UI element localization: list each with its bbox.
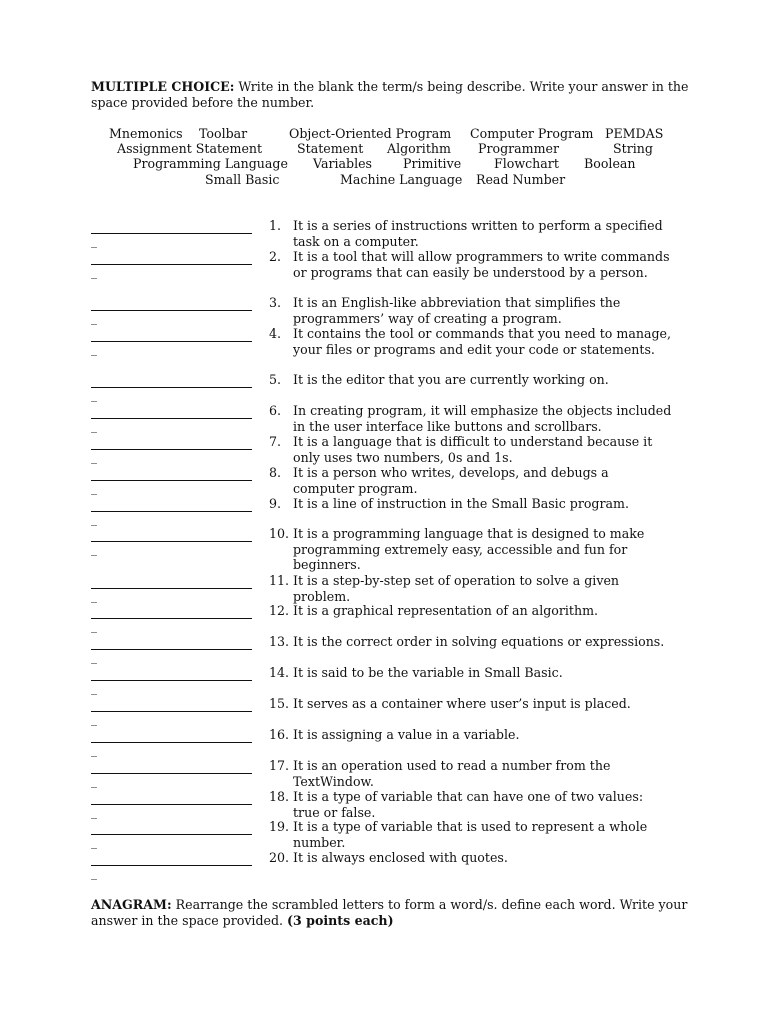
- anagram-instructions: [91, 897, 691, 928]
- question-text: It is a graphical representation of an algorithm.: [293, 603, 599, 618]
- question-text: It is a step-by-step set of operation to solve a given problem.: [293, 573, 620, 604]
- underscore-mark: _: [91, 619, 97, 633]
- term-item: Assignment Statement: [117, 141, 263, 156]
- underscore-mark: _: [91, 805, 97, 819]
- term-item: Variables: [313, 156, 373, 171]
- answer-blank[interactable]: [91, 526, 252, 542]
- underscore-mark: _: [91, 311, 97, 325]
- answer-blank[interactable]: [91, 249, 252, 265]
- multiple-choice-instructions: [91, 79, 691, 110]
- question-text: It is a line of instruction in the Small Basic program.: [293, 496, 629, 511]
- question-number: 9.: [269, 496, 282, 511]
- underscore-mark: _: [91, 388, 97, 402]
- term-item: Toolbar: [199, 126, 248, 141]
- answer-blank[interactable]: [91, 218, 252, 234]
- question-number: 6.: [269, 403, 282, 418]
- term-item: Programmer: [478, 141, 560, 156]
- question-text: It is the correct order in solving equations or expressions.: [293, 634, 665, 649]
- term-item: Flowchart: [494, 156, 559, 171]
- question-text: In creating program, it will emphasize the objects included in the user interface like buttons and scrollbars.: [293, 403, 672, 434]
- underscore-mark: _: [91, 234, 97, 248]
- question-number: 16.: [269, 727, 290, 742]
- question-number: 8.: [269, 465, 282, 480]
- question-text: It is a language that is difficult to understand because it only uses two numbers, 0s and 1s.: [293, 434, 653, 465]
- underscore-mark: _: [91, 512, 97, 526]
- question-number: 7.: [269, 434, 282, 449]
- question-number: 19.: [269, 819, 290, 834]
- term-item: PEMDAS: [605, 126, 664, 141]
- underscore-mark: _: [91, 650, 97, 664]
- answer-blank[interactable]: [91, 496, 252, 512]
- answer-blank[interactable]: [91, 295, 252, 311]
- answer-blank[interactable]: [91, 403, 252, 419]
- underscore-mark: _: [91, 743, 97, 757]
- question-number: 17.: [269, 758, 290, 773]
- question-text: It is a series of instructions written to perform a specified task on a computer.: [293, 218, 663, 249]
- question-number: 13.: [269, 634, 290, 649]
- answer-blank[interactable]: [91, 665, 252, 681]
- anagram-points: (3 points each): [287, 912, 394, 928]
- question-number: 5.: [269, 372, 282, 387]
- anagram-text: Rearrange the scrambled letters to form a word/s. define each word. Write your answer in the space provided.: [91, 897, 688, 928]
- question-text: It is a programming language that is designed to make programming extremely easy, accessible and fun for beginners.: [293, 526, 645, 572]
- question-text: It is an operation used to read a number from the TextWindow.: [293, 758, 611, 789]
- question-text: It serves as a container where user’s input is placed.: [293, 696, 631, 711]
- underscore-mark: _: [91, 265, 97, 279]
- question-text: It is said to be the variable in Small Basic.: [293, 665, 563, 680]
- answer-blank[interactable]: [91, 789, 252, 805]
- term-item: Primitive: [403, 156, 462, 171]
- underscore-mark: _: [91, 589, 97, 603]
- answer-blank[interactable]: [91, 758, 252, 774]
- term-item: Algorithm: [387, 141, 451, 156]
- question-text: It is a type of variable that can have one of two values: true or false.: [293, 789, 644, 820]
- underscore-mark: _: [91, 681, 97, 695]
- underscore-mark: _: [91, 481, 97, 495]
- term-item: Read Number: [476, 172, 566, 187]
- answer-blank[interactable]: [91, 696, 252, 712]
- term-item: Programming Language: [133, 156, 288, 171]
- question-text: It is the editor that you are currently working on.: [293, 372, 609, 387]
- answer-blank[interactable]: [91, 727, 252, 743]
- question-number: 2.: [269, 249, 282, 264]
- question-number: 11.: [269, 573, 290, 588]
- underscore-mark: _: [91, 866, 97, 880]
- question-text: It is always enclosed with quotes.: [293, 850, 508, 865]
- anagram-heading: ANAGRAM:: [91, 897, 172, 912]
- question-number: 3.: [269, 295, 282, 310]
- answer-blank[interactable]: [91, 434, 252, 450]
- question-text: It contains the tool or commands that you need to manage, your files or programs and edit your code or statements.: [293, 326, 671, 357]
- term-item: Small Basic: [205, 172, 280, 187]
- question-text: It is a tool that will allow programmers to write commands or programs that can easily be understood by a person.: [293, 249, 670, 280]
- question-number: 20.: [269, 850, 290, 865]
- underscore-mark: _: [91, 419, 97, 433]
- term-item: Statement: [297, 141, 364, 156]
- underscore-mark: _: [91, 342, 97, 356]
- question-number: 15.: [269, 696, 290, 711]
- answer-blank[interactable]: [91, 819, 252, 835]
- multiple-choice-text: Write in the blank the term/s being describe. Write your answer in the space provided before the number.: [91, 79, 689, 110]
- question-number: 10.: [269, 526, 290, 541]
- answer-blank[interactable]: [91, 372, 252, 388]
- answer-blank[interactable]: [91, 634, 252, 650]
- question-number: 12.: [269, 603, 290, 618]
- underscore-mark: _: [91, 542, 97, 556]
- answer-blank[interactable]: [91, 573, 252, 589]
- answer-blank[interactable]: [91, 326, 252, 342]
- question-number: 4.: [269, 326, 282, 341]
- question-number: 1.: [269, 218, 282, 233]
- term-item: String: [613, 141, 653, 156]
- underscore-mark: _: [91, 450, 97, 464]
- underscore-mark: _: [91, 774, 97, 788]
- question-text: It is a person who writes, develops, and debugs a computer program.: [293, 465, 609, 496]
- underscore-mark: _: [91, 835, 97, 849]
- question-text: It is a type of variable that is used to represent a whole number.: [293, 819, 648, 850]
- multiple-choice-heading: MULTIPLE CHOICE:: [91, 79, 235, 94]
- term-item: Computer Program: [470, 126, 594, 141]
- term-item: Mnemonics: [109, 126, 183, 141]
- question-text: It is an English-like abbreviation that simplifies the programmers’ way of creating a program.: [293, 295, 621, 326]
- term-item: Boolean: [584, 156, 636, 171]
- answer-blank[interactable]: [91, 603, 252, 619]
- term-item: Machine Language: [340, 172, 463, 187]
- question-text: It is assigning a value in a variable.: [293, 727, 520, 742]
- term-item: Object-Oriented Program: [289, 126, 452, 141]
- question-number: 18.: [269, 789, 290, 804]
- question-number: 14.: [269, 665, 290, 680]
- answer-blank[interactable]: [91, 850, 252, 866]
- underscore-mark: _: [91, 712, 97, 726]
- answer-blank[interactable]: [91, 465, 252, 481]
